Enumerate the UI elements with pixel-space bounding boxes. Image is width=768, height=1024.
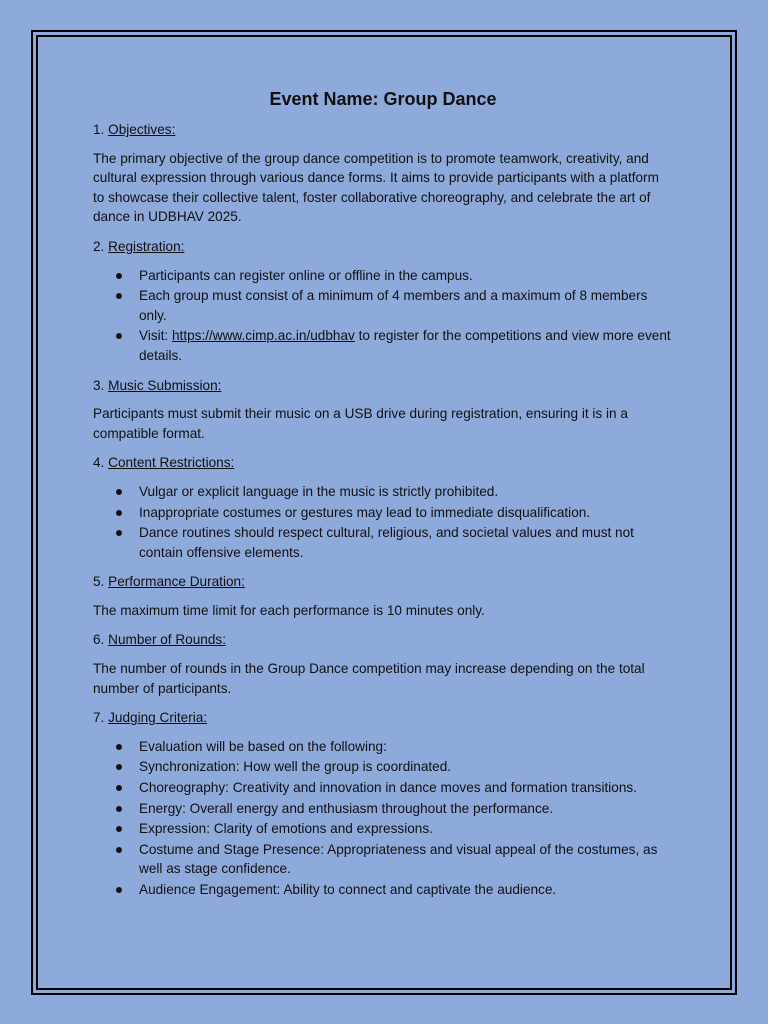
list-item: Participants can register online or offline in the campus. [139, 266, 673, 286]
section-title: Number of Rounds: [108, 632, 226, 648]
content-restrictions-list [93, 482, 673, 562]
list-item: Each group must consist of a minimum of 4 members and a maximum of 8 members only. [139, 286, 673, 325]
section-number: 4. [93, 455, 105, 471]
list-item: Evaluation will be based on the following: [139, 737, 673, 757]
judging-criteria-list [93, 737, 673, 900]
section-heading-number-of-rounds [93, 630, 673, 650]
section-title: Music Submission: [108, 377, 222, 393]
section-number: 1. [93, 122, 105, 137]
document-body [93, 87, 673, 910]
registration-link[interactable]: https://www.cimp.ac.in/udbhav [172, 328, 355, 344]
section-heading-content-restrictions [93, 453, 673, 473]
section-title: Content Restrictions: [108, 455, 235, 471]
section-heading-judging-criteria [93, 708, 673, 728]
list-item: Audience Engagement: Ability to connect and captivate the audience. [139, 880, 673, 900]
performance-duration-paragraph: The maximum time limit for each performance is 10 minutes only. [93, 602, 485, 618]
visit-prefix: Visit: [139, 328, 172, 344]
section-number: 7. [93, 710, 105, 726]
section-number: 3. [93, 377, 105, 393]
list-item: Costume and Stage Presence: Appropriateness and visual appeal of the costumes, as well as stage confidence. [139, 840, 673, 879]
music-submission-paragraph: Participants must submit their music on a USB drive during registration, ensuring it is in a compatible format. [93, 406, 628, 441]
objectives-paragraph: The primary objective of the group dance competition is to promote teamwork, creativity, and cultural expression through various dance forms. It aims to provide participants with a platform to showcase their collective talent, foster collaborative choreography, and celebrate the art of dance in UDBHAV 2025. [93, 150, 659, 225]
list-item: Synchronization: How well the group is coordinated. [139, 757, 673, 777]
page-title: Event Name: Group Dance [269, 89, 497, 109]
section-number: 2. [93, 238, 105, 254]
section-number: 6. [93, 632, 105, 648]
list-item: Inappropriate costumes or gestures may lead to immediate disqualification. [139, 503, 673, 523]
section-number: 5. [93, 574, 105, 590]
number-of-rounds-paragraph: The number of rounds in the Group Dance competition may increase depending on the total number of participants. [93, 661, 645, 696]
list-item: Energy: Overall energy and enthusiasm throughout the performance. [139, 799, 673, 819]
section-heading-music-submission [93, 376, 673, 396]
section-title: Objectives: [108, 122, 176, 137]
section-title: Judging Criteria: [108, 710, 208, 726]
section-heading-objectives [93, 120, 673, 140]
section-heading-performance-duration [93, 572, 673, 592]
section-title: Performance Duration: [108, 574, 245, 590]
visit-suffix: to register for the competitions and view more event details. [139, 328, 671, 363]
registration-list [93, 266, 673, 366]
list-item-visit [139, 326, 673, 365]
section-title: Registration: [108, 238, 185, 254]
list-item: Choreography: Creativity and innovation in dance moves and formation transitions. [139, 778, 673, 798]
list-item: Dance routines should respect cultural, religious, and societal values and must not contain offensive elements. [139, 523, 673, 562]
list-item: Expression: Clarity of emotions and expressions. [139, 819, 673, 839]
list-item: Vulgar or explicit language in the music is strictly prohibited. [139, 482, 673, 502]
section-heading-registration [93, 237, 673, 257]
